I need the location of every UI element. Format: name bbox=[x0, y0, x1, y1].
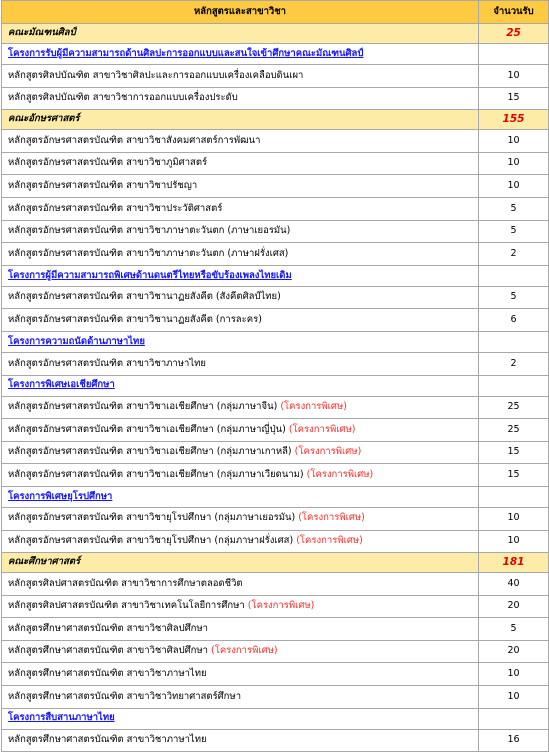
quota-count: 16 bbox=[479, 729, 549, 752]
program-row bbox=[2, 286, 549, 309]
quota-count: 2 bbox=[479, 243, 549, 266]
row-label: หลักสูตรอักษรศาสตรบัณฑิต สาขาวิชานาฏยสังคีต (การละคร) bbox=[8, 313, 262, 325]
special-program-tag: (โครงการพิเศษ) bbox=[306, 468, 374, 480]
quota-count: 40 bbox=[479, 573, 549, 596]
project-link[interactable] bbox=[2, 486, 479, 507]
faculty-row bbox=[2, 553, 549, 573]
program-row bbox=[2, 419, 549, 442]
row-label: หลักสูตรอักษรศาสตรบัณฑิต สาขาวิชายุโรปศึกษา (กลุ่มภาษาเยอรมัน) bbox=[8, 512, 296, 524]
quota-count bbox=[479, 486, 549, 507]
row-label: โครงการรับผู้มีความสามารถด้านศิลปะการออกแบบและสนใจเข้าศึกษาคณะมัณฑนศิลป์ bbox=[8, 47, 364, 59]
quota-count: 10 bbox=[479, 65, 549, 88]
program-row bbox=[2, 530, 549, 553]
row-label: หลักสูตรศึกษาศาสตรบัณฑิต สาขาวิชาวิทยาศาสตร์ศึกษา bbox=[8, 690, 242, 702]
row-label: หลักสูตรศิลปบัณฑิต สาขาวิชาศิลปะและการออกแบบเครื่องเคลือบดินเผา bbox=[8, 69, 304, 81]
row-label: คณะอักษรศาสตร์ bbox=[8, 113, 80, 125]
program-row bbox=[2, 663, 549, 686]
quota-count: 6 bbox=[479, 309, 549, 332]
program-row bbox=[2, 152, 549, 175]
table-body bbox=[2, 24, 549, 752]
program-row bbox=[2, 396, 549, 419]
quota-count bbox=[479, 331, 549, 352]
row-label: หลักสูตรอักษรศาสตรบัณฑิต สาขาวิชายุโรปศึกษา (กลุ่มภาษาฝรั่งเศส) bbox=[8, 535, 294, 547]
project-row bbox=[2, 708, 549, 729]
program-row bbox=[2, 441, 549, 464]
program-name bbox=[2, 530, 479, 553]
quota-count: 15 bbox=[479, 441, 549, 464]
quota-count: 5 bbox=[479, 618, 549, 641]
project-link[interactable] bbox=[2, 708, 479, 729]
project-link[interactable] bbox=[2, 44, 479, 65]
program-name bbox=[2, 729, 479, 752]
quota-count: 181 bbox=[479, 553, 549, 573]
quota-count: 10 bbox=[479, 507, 549, 530]
program-row bbox=[2, 464, 549, 487]
row-label: หลักสูตรอักษรศาสตรบัณฑิต สาขาวิชาเอเชียศึกษา (กลุ่มภาษาเวียดนาม) bbox=[8, 468, 304, 480]
faculty-row bbox=[2, 110, 549, 130]
row-label: โครงการพิเศษเอเชียศึกษา bbox=[8, 379, 115, 391]
program-row bbox=[2, 618, 549, 641]
faculty-name bbox=[2, 24, 479, 44]
quota-count: 10 bbox=[479, 152, 549, 175]
quota-count: 2 bbox=[479, 352, 549, 375]
program-name bbox=[2, 441, 479, 464]
project-row bbox=[2, 44, 549, 65]
special-program-tag: (โครงการพิเศษ) bbox=[280, 401, 347, 413]
project-row bbox=[2, 486, 549, 507]
quota-count: 10 bbox=[479, 663, 549, 686]
program-name bbox=[2, 130, 479, 153]
row-label: คณะศึกษาศาสตร์ bbox=[8, 556, 81, 568]
row-label: หลักสูตรอักษรศาสตรบัณฑิต สาขาวิชาภูมิศาสตร์ bbox=[8, 157, 208, 169]
quota-count bbox=[479, 265, 549, 286]
quota-count: 15 bbox=[479, 87, 549, 110]
admission-table bbox=[1, 0, 549, 752]
row-label: หลักสูตรอักษรศาสตรบัณฑิต สาขาวิชาเอเชียศึกษา (กลุ่มภาษาญี่ปุ่น) bbox=[8, 423, 286, 435]
special-program-tag: (โครงการพิเศษ) bbox=[247, 600, 315, 612]
quota-count: 5 bbox=[479, 220, 549, 243]
program-name bbox=[2, 464, 479, 487]
program-row bbox=[2, 507, 549, 530]
program-name bbox=[2, 309, 479, 332]
program-row bbox=[2, 309, 549, 332]
row-label: หลักสูตรอักษรศาสตรบัณฑิต สาขาวิชาสังคมศาสตร์การพัฒนา bbox=[8, 134, 261, 146]
special-program-tag: (โครงการพิเศษ) bbox=[298, 512, 365, 524]
program-name bbox=[2, 663, 479, 686]
program-row bbox=[2, 640, 549, 663]
quota-count: 10 bbox=[479, 530, 549, 553]
quota-count: 25 bbox=[479, 396, 549, 419]
row-label: หลักสูตรศึกษาศาสตรบัณฑิต สาขาวิชาภาษาไทย bbox=[8, 668, 207, 680]
program-name bbox=[2, 65, 479, 88]
row-label: หลักสูตรอักษรศาสตรบัณฑิต สาขาวิชานาฏยสังคีต (สังคีตศิลป์ไทย) bbox=[8, 291, 281, 303]
quota-count: 20 bbox=[479, 595, 549, 618]
special-program-tag: (โครงการพิเศษ) bbox=[288, 423, 356, 435]
row-label: โครงการสืบสานภาษาไทย bbox=[8, 712, 115, 724]
quota-count: 5 bbox=[479, 197, 549, 220]
row-label: หลักสูตรศึกษาศาสตรบัณฑิต สาขาวิชาภาษาไทย bbox=[8, 734, 207, 746]
row-label: โครงการพิเศษยุโรปศึกษา bbox=[8, 490, 113, 502]
program-row bbox=[2, 87, 549, 110]
program-name bbox=[2, 595, 479, 618]
row-label: หลักสูตรศิลปศาสตรบัณฑิต สาขาวิชาการศึกษาตลอดชีวิต bbox=[8, 577, 243, 589]
project-link[interactable] bbox=[2, 375, 479, 396]
faculty-row bbox=[2, 24, 549, 44]
row-label: โครงการความถนัดด้านภาษาไทย bbox=[8, 335, 145, 347]
row-label: หลักสูตรอักษรศาสตรบัณฑิต สาขาวิชาประวัติศาสตร์ bbox=[8, 202, 223, 214]
row-label: หลักสูตรศิลปบัณฑิต สาขาวิชาการออกแบบเครื่องประดับ bbox=[8, 92, 238, 104]
program-row bbox=[2, 352, 549, 375]
quota-count: 15 bbox=[479, 464, 549, 487]
special-program-tag: (โครงการพิเศษ) bbox=[294, 446, 362, 458]
special-program-tag: (โครงการพิเศษ) bbox=[211, 645, 278, 657]
program-name bbox=[2, 243, 479, 266]
quota-count: 25 bbox=[479, 24, 549, 44]
quota-count bbox=[479, 375, 549, 396]
faculty-name bbox=[2, 110, 479, 130]
program-name bbox=[2, 419, 479, 442]
row-label: โครงการผู้มีความสามารถพิเศษด้านดนตรีไทยหรือขับร้องเพลงไทยเดิม bbox=[8, 269, 292, 281]
program-row bbox=[2, 243, 549, 266]
header-count: จำนวนรับ bbox=[479, 1, 549, 24]
program-row bbox=[2, 595, 549, 618]
project-row bbox=[2, 375, 549, 396]
quota-count: 10 bbox=[479, 686, 549, 709]
project-link[interactable] bbox=[2, 265, 479, 286]
program-name bbox=[2, 686, 479, 709]
quota-count: 10 bbox=[479, 130, 549, 153]
row-label: หลักสูตรอักษรศาสตรบัณฑิต สาขาวิชาภาษาตะวันตก (ภาษาฝรั่งเศส) bbox=[8, 247, 289, 259]
row-label: หลักสูตรศึกษาศาสตรบัณฑิต สาขาวิชาศิลปศึกษา bbox=[8, 645, 208, 657]
row-label: หลักสูตรอักษรศาสตรบัณฑิต สาขาวิชาภาษาตะวันตก (ภาษาเยอรมัน) bbox=[8, 225, 291, 237]
program-row bbox=[2, 65, 549, 88]
program-name bbox=[2, 396, 479, 419]
program-name bbox=[2, 87, 479, 110]
row-label: หลักสูตรอักษรศาสตรบัณฑิต สาขาวิชาปรัชญา bbox=[8, 179, 198, 191]
program-name bbox=[2, 618, 479, 641]
program-name bbox=[2, 573, 479, 596]
program-row bbox=[2, 175, 549, 198]
faculty-name bbox=[2, 553, 479, 573]
row-label: หลักสูตรศิลปศาสตรบัณฑิต สาขาวิชาเทคโนโลยีการศึกษา bbox=[8, 600, 245, 612]
program-name bbox=[2, 197, 479, 220]
quota-count: 25 bbox=[479, 419, 549, 442]
row-label: หลักสูตรอักษรศาสตรบัณฑิต สาขาวิชาเอเชียศึกษา (กลุ่มภาษาเกาหลี) bbox=[8, 446, 292, 458]
quota-count: 155 bbox=[479, 110, 549, 130]
row-label: หลักสูตรอักษรศาสตรบัณฑิต สาขาวิชาภาษาไทย bbox=[8, 357, 206, 369]
program-row bbox=[2, 729, 549, 752]
header-program: หลักสูตรและสาขาวิชา bbox=[2, 1, 479, 24]
table-header bbox=[2, 1, 549, 24]
quota-count bbox=[479, 44, 549, 65]
program-name bbox=[2, 152, 479, 175]
program-name bbox=[2, 175, 479, 198]
program-row bbox=[2, 573, 549, 596]
project-row bbox=[2, 331, 549, 352]
row-label: คณะมัณฑนศิลป์ bbox=[8, 27, 76, 39]
program-row bbox=[2, 686, 549, 709]
quota-count: 5 bbox=[479, 286, 549, 309]
program-name bbox=[2, 507, 479, 530]
project-row bbox=[2, 265, 549, 286]
program-name bbox=[2, 220, 479, 243]
program-name bbox=[2, 352, 479, 375]
quota-count bbox=[479, 708, 549, 729]
program-row bbox=[2, 130, 549, 153]
program-row bbox=[2, 220, 549, 243]
row-label: หลักสูตรศึกษาศาสตรบัณฑิต สาขาวิชาศิลปศึกษา bbox=[8, 622, 208, 634]
project-link[interactable] bbox=[2, 331, 479, 352]
program-name bbox=[2, 640, 479, 663]
special-program-tag: (โครงการพิเศษ) bbox=[296, 535, 363, 547]
row-label: หลักสูตรอักษรศาสตรบัณฑิต สาขาวิชาเอเชียศึกษา (กลุ่มภาษาจีน) bbox=[8, 401, 278, 413]
quota-count: 10 bbox=[479, 175, 549, 198]
program-name bbox=[2, 286, 479, 309]
program-row bbox=[2, 197, 549, 220]
quota-count: 20 bbox=[479, 640, 549, 663]
